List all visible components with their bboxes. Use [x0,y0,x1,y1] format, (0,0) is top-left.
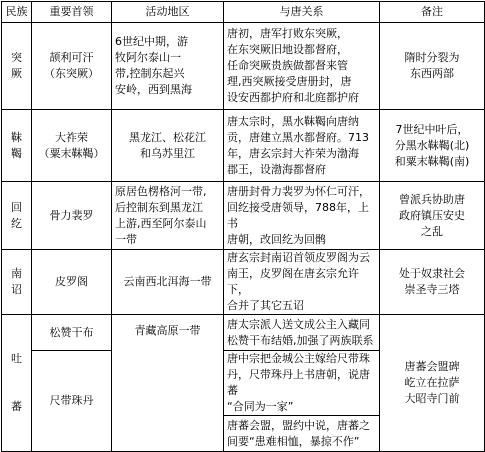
table-row-tubo-1 [2,315,485,351]
table-row-nanzhao [2,250,485,315]
header-ethnicity: 民族 [2,2,32,23]
cell-leader: 颉利可汗 （东突厥） [32,23,112,110]
cell-relation: 唐太宗派人送文成公主入藏同 松赞干布结婚,加强了两族联系 [224,315,380,351]
cell-leader: 皮罗阁 [32,250,112,315]
table-row-tujue [2,23,485,110]
cell-ethnicity: 靺 鞨 [2,110,32,182]
cell-leader: 大祚荣 （粟末靺鞨） [32,110,112,182]
cell-leader: 松赞干布 [32,315,112,351]
table-row-huihe [2,182,485,250]
cell-relation: 唐初，唐军打败东突厥， 在东突厥旧地设都督府， 任命突厥贵族做都督来管 理,西突厥接受唐册封，唐 设安西都护府和北庭都护府 [224,23,380,110]
cell-note: 隋时分裂为 东西两部 [380,23,485,110]
cell-relation: 唐太宗时，黑水靺鞨向唐纳 贡，唐建立黑水都督府。713 年，唐玄宗封大祚荣为渤海 郡王，设渤海都督府 [224,110,380,182]
cell-note: 处于奴隶社会 崇圣寺三塔 [380,250,485,315]
cell-relation: 唐玄宗封南诏首领皮罗阁为云 南王，皮罗阁在唐玄宗允许下， 合并了其它五诏 [224,250,380,315]
cell-note: 唐蕃会盟碑 屹立在拉萨 大昭寺门前 [380,315,485,452]
cell-note: 7世纪中叶后， 分黑水靺鞨(北) 和粟末靺鞨(南) [380,110,485,182]
table-row-mohe [2,110,485,182]
tang-ethnic-relations-table [1,1,485,452]
cell-ethnicity: 回 纥 [2,182,32,250]
cell-ethnicity: 吐 蕃 [2,315,32,452]
cell-relation: 唐册封骨力裴罗为怀仁可汗， 回纥接受唐领导，788年，上书 唐朝，改回纥为回鹘 [224,182,380,250]
cell-note: 曾派兵协助唐 政府镇压安史 之乱 [380,182,485,250]
cell-ethnicity: 南 诏 [2,250,32,315]
cell-region: 黑龙江、松花江 和乌苏里江 [112,110,224,182]
cell-leader: 骨力裴罗 [32,182,112,250]
cell-ethnicity: 突 厥 [2,23,32,110]
header-note: 备注 [380,2,485,23]
cell-relation: 唐中宗把金城公主嫁给尺带珠 丹，尺带珠丹上书唐朝，说唐蕃 “合同为一家” [224,351,380,416]
cell-region: 青藏高原一带 [112,315,224,452]
cell-region: 6世纪中期，游 牧阿尔泰山一 带,控制东起兴 安岭，西到黑海 [112,23,224,110]
cell-region: 原居色楞格河一带, 后控制东到黑龙江 上游,西至阿尔泰山 一带 [112,182,224,250]
cell-region: 云南西北洱海一带 [112,250,224,315]
cell-leader: 尺带珠丹 [32,351,112,452]
header-leader: 重要首领 [32,2,112,23]
header-relation: 与唐关系 [224,2,380,23]
header-row [2,2,485,23]
cell-relation: 唐蕃会盟，盟约中说，唐蕃之 间要“患难相恤，暴掠不作” [224,416,380,452]
header-region: 活动地区 [112,2,224,23]
